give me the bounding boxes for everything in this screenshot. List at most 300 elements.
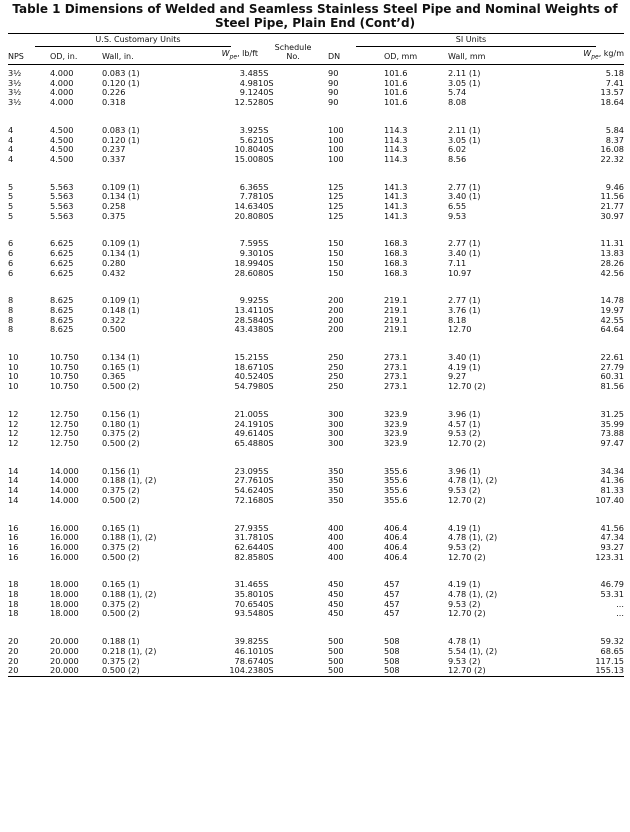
od-in-cell: 12.750 xyxy=(50,408,79,419)
od-mm-cell: 168.3 xyxy=(384,238,408,249)
schedule-cell: 40S xyxy=(258,655,274,666)
table-title xyxy=(0,0,630,30)
group-spacer xyxy=(8,506,624,524)
schedule-cell: 5S xyxy=(258,124,269,135)
wall-mm-cell: 3.40 (1) xyxy=(448,352,481,363)
wall-in-cell: 0.083 (1) xyxy=(102,124,140,135)
nps-cell: 18 xyxy=(8,608,19,619)
wpe-kgm-cell: 53.31 xyxy=(600,589,624,600)
wall-in-cell: 0.318 xyxy=(102,97,126,108)
wpe-lbft-cell: 7.59 xyxy=(239,238,258,249)
wpe-kgm-cell: 81.56 xyxy=(600,381,624,392)
wpe-lbft-cell: 27.76 xyxy=(234,475,258,486)
schedule-cell: 10S xyxy=(258,248,274,259)
od-mm-cell: 219.1 xyxy=(384,295,408,306)
wpe-lbft-header: $W_{pe}$, lb/ft xyxy=(221,48,258,61)
wall-mm-cell: 12.70 (2) xyxy=(448,551,486,562)
nps-cell: 12 xyxy=(8,418,19,429)
wall-in-cell: 0.500 (2) xyxy=(102,608,140,619)
wall-in-cell: 0.432 xyxy=(102,267,126,278)
od-mm-cell: 406.4 xyxy=(384,541,408,552)
od-in-cell: 16.000 xyxy=(50,532,79,543)
wpe-kgm-cell: 59.32 xyxy=(600,636,624,647)
od-in-cell: 4.500 xyxy=(50,144,74,155)
schedule-cell: 80S xyxy=(258,210,274,221)
wall-mm-cell: 7.11 xyxy=(448,257,467,268)
od-mm-cell: 355.6 xyxy=(384,494,408,505)
od-mm-cell: 141.3 xyxy=(384,210,408,221)
wall-in-cell: 0.109 (1) xyxy=(102,295,140,306)
od-mm-cell: 457 xyxy=(384,608,400,619)
wpe-kgm-cell: 5.18 xyxy=(605,68,624,78)
od-in-cell: 10.750 xyxy=(50,361,79,372)
od-in-cell: 8.625 xyxy=(50,314,74,325)
schedule-cell: 80S xyxy=(258,324,274,335)
wall-in-cell: 0.165 (1) xyxy=(102,522,140,533)
nps-cell: 5 xyxy=(8,201,14,212)
wall-in-cell: 0.109 (1) xyxy=(102,238,140,249)
od-in-cell: 4.000 xyxy=(50,87,74,98)
schedule-cell: 10S xyxy=(258,134,274,145)
schedule-cell: 80S xyxy=(258,494,274,505)
wall-mm-cell: 3.96 (1) xyxy=(448,408,481,419)
schedule-cell: 80S xyxy=(258,381,274,392)
nps-cell: 18 xyxy=(8,579,19,590)
schedule-cell: 40S xyxy=(258,144,274,155)
schedule-cell: 10S xyxy=(258,77,274,88)
wpe-kgm-cell: 30.97 xyxy=(600,210,624,221)
od-in-cell: 4.000 xyxy=(50,68,74,78)
schedule-cell: 5S xyxy=(258,181,269,192)
wpe-kgm-cell: 5.84 xyxy=(605,124,624,135)
wpe-lbft-cell: 28.60 xyxy=(234,267,258,278)
table-row xyxy=(8,647,624,657)
table-row xyxy=(8,88,624,98)
nps-cell: 12 xyxy=(8,437,19,448)
dn-cell: 350 xyxy=(328,494,344,505)
table-row xyxy=(8,543,624,553)
dn-cell: 300 xyxy=(328,428,344,439)
dn-cell: 250 xyxy=(328,371,344,382)
wall-mm-cell: 3.40 (1) xyxy=(448,248,481,259)
schedule-cell: 10S xyxy=(258,589,274,600)
wall-mm-cell: 3.76 (1) xyxy=(448,304,481,315)
schedule-cell: 5S xyxy=(258,238,269,249)
od-in-cell: 5.563 xyxy=(50,191,74,202)
dn-cell: 90 xyxy=(328,97,339,108)
table-row xyxy=(8,486,624,496)
wall-in-cell: 0.188 (1) xyxy=(102,636,140,647)
nps-cell: 16 xyxy=(8,522,19,533)
nps-cell: 6 xyxy=(8,257,14,268)
od-mm-cell: 457 xyxy=(384,589,400,600)
wpe-kgm-cell: 41.36 xyxy=(600,475,624,486)
dn-cell: 500 xyxy=(328,655,344,666)
schedule-cell: 40S xyxy=(258,541,274,552)
dn-cell: 200 xyxy=(328,295,344,306)
dn-cell: 125 xyxy=(328,191,344,202)
wall-mm-cell: 8.18 xyxy=(448,314,467,325)
schedule-cell: 80S xyxy=(258,267,274,278)
od-mm-cell: 101.6 xyxy=(384,68,408,78)
wall-in-cell: 0.120 (1) xyxy=(102,134,140,145)
schedule-cell: 80S xyxy=(258,437,274,448)
od-mm-cell: 406.4 xyxy=(384,532,408,543)
dimensions-table xyxy=(8,33,624,677)
nps-cell: 3½ xyxy=(8,87,22,98)
nps-cell: 4 xyxy=(8,144,14,155)
nps-cell: 5 xyxy=(8,191,14,202)
table-row xyxy=(8,98,624,108)
dn-cell: 350 xyxy=(328,465,344,476)
od-in-cell: 6.625 xyxy=(50,248,74,259)
wpe-kgm-cell: 7.41 xyxy=(605,77,624,88)
od-in-cell: 20.000 xyxy=(50,636,79,647)
si-units-header xyxy=(328,34,624,48)
dn-cell: 100 xyxy=(328,153,344,164)
dn-cell: 500 xyxy=(328,665,344,676)
wpe-kgm-cell: 123.31 xyxy=(595,551,624,562)
wpe-lbft-cell: 10.80 xyxy=(234,144,258,155)
dn-cell: 400 xyxy=(328,551,344,562)
wall-mm-header: Wall, mm xyxy=(448,52,486,62)
nps-cell: 6 xyxy=(8,267,14,278)
wpe-kgm-cell: 97.47 xyxy=(600,437,624,448)
nps-cell: 6 xyxy=(8,248,14,259)
dn-cell: 300 xyxy=(328,408,344,419)
wall-mm-cell: 2.77 (1) xyxy=(448,181,481,192)
od-in-cell: 6.625 xyxy=(50,238,74,249)
schedule-cell: 40S xyxy=(258,257,274,268)
wpe-lbft-cell: 28.58 xyxy=(234,314,258,325)
dn-cell: 450 xyxy=(328,589,344,600)
od-mm-cell: 114.3 xyxy=(384,144,408,155)
dn-cell: 450 xyxy=(328,608,344,619)
od-mm-cell: 323.9 xyxy=(384,418,408,429)
wall-mm-cell: 3.05 (1) xyxy=(448,134,481,145)
table-row xyxy=(8,657,624,667)
wall-in-cell: 0.188 (1), (2) xyxy=(102,475,157,486)
wall-mm-cell: 5.74 xyxy=(448,87,467,98)
dn-cell: 450 xyxy=(328,579,344,590)
wall-in-cell: 0.083 (1) xyxy=(102,68,140,78)
od-mm-cell: 406.4 xyxy=(384,522,408,533)
dn-cell: 90 xyxy=(328,68,339,78)
od-in-cell: 10.750 xyxy=(50,371,79,382)
wall-mm-cell: 12.70 (2) xyxy=(448,437,486,448)
table-row xyxy=(8,372,624,382)
nps-cell: 18 xyxy=(8,598,19,609)
table-row xyxy=(8,259,624,269)
group-spacer xyxy=(8,335,624,353)
wpe-kgm-cell: 13.83 xyxy=(600,248,624,259)
wall-in-cell: 0.156 (1) xyxy=(102,408,140,419)
wpe-lbft-cell: 23.09 xyxy=(234,465,258,476)
od-in-cell: 16.000 xyxy=(50,522,79,533)
dn-cell: 200 xyxy=(328,324,344,335)
wpe-kgm-cell: 41.56 xyxy=(600,522,624,533)
wpe-lbft-cell: 3.48 xyxy=(239,68,258,78)
nps-cell: 8 xyxy=(8,314,14,325)
od-in-header: OD, in. xyxy=(50,52,78,62)
wall-in-header: Wall, in. xyxy=(102,52,134,62)
dn-cell: 150 xyxy=(328,257,344,268)
dn-cell: 400 xyxy=(328,541,344,552)
schedule-cell: 10S xyxy=(258,304,274,315)
table-row xyxy=(8,637,624,647)
table-title-line-1: Table 1 Dimensions of Welded and Seamless Stainless Steel Pipe and Nominal Weights of xyxy=(12,2,618,16)
us-units-header xyxy=(8,34,258,48)
wpe-lbft-cell: 31.46 xyxy=(234,579,258,590)
wpe-lbft-cell: 43.43 xyxy=(234,324,258,335)
wpe-lbft-cell: 49.61 xyxy=(234,428,258,439)
wpe-kgm-cell: 19.97 xyxy=(600,304,624,315)
table-row xyxy=(8,666,624,676)
wall-mm-cell: 2.77 (1) xyxy=(448,295,481,306)
table-row xyxy=(8,429,624,439)
dn-cell: 300 xyxy=(328,418,344,429)
dn-cell: 200 xyxy=(328,304,344,315)
od-in-cell: 20.000 xyxy=(50,665,79,676)
od-mm-cell: 219.1 xyxy=(384,314,408,325)
wpe-kgm-cell: ... xyxy=(616,598,624,609)
wpe-lbft-cell: 62.64 xyxy=(234,541,258,552)
wall-in-cell: 0.375 (2) xyxy=(102,485,140,496)
od-mm-cell: 457 xyxy=(384,579,400,590)
od-mm-cell: 355.6 xyxy=(384,485,408,496)
schedule-cell: 40S xyxy=(258,87,274,98)
nps-cell: 12 xyxy=(8,428,19,439)
od-mm-cell: 101.6 xyxy=(384,87,408,98)
wall-in-cell: 0.226 xyxy=(102,87,126,98)
od-in-cell: 14.000 xyxy=(50,475,79,486)
wall-in-cell: 0.375 (2) xyxy=(102,541,140,552)
nps-cell: 14 xyxy=(8,485,19,496)
wpe-lbft-cell: 27.93 xyxy=(234,522,258,533)
dn-cell: 300 xyxy=(328,437,344,448)
wpe-kgm-cell: 73.88 xyxy=(600,428,624,439)
schedule-cell: 40S xyxy=(258,485,274,496)
wall-mm-cell: 6.55 xyxy=(448,201,467,212)
wall-in-cell: 0.134 (1) xyxy=(102,191,140,202)
od-mm-cell: 508 xyxy=(384,665,400,676)
dn-cell: 150 xyxy=(328,267,344,278)
od-in-cell: 5.563 xyxy=(50,201,74,212)
wpe-lbft-cell: 6.36 xyxy=(239,181,258,192)
od-in-cell: 4.500 xyxy=(50,124,74,135)
wall-mm-cell: 4.19 (1) xyxy=(448,361,481,372)
wall-in-cell: 0.500 (2) xyxy=(102,437,140,448)
od-mm-cell: 141.3 xyxy=(384,191,408,202)
group-spacer xyxy=(8,221,624,239)
wpe-kgm-cell: ... xyxy=(616,608,624,619)
wpe-kgm-cell: 35.99 xyxy=(600,418,624,429)
table-row xyxy=(8,212,624,222)
nps-cell: 3½ xyxy=(8,68,22,78)
schedule-label: Schedule xyxy=(274,42,312,52)
wall-in-cell: 0.134 (1) xyxy=(102,248,140,259)
wpe-lbft-cell: 4.98 xyxy=(239,77,258,88)
wall-mm-cell: 4.78 (1), (2) xyxy=(448,532,498,543)
table-row xyxy=(8,410,624,420)
table-row xyxy=(8,136,624,146)
schedule-cell: 5S xyxy=(258,579,269,590)
table-row xyxy=(8,553,624,563)
wall-mm-cell: 12.70 (2) xyxy=(448,665,486,676)
table-row xyxy=(8,296,624,306)
wpe-kgm-cell: 13.57 xyxy=(600,87,624,98)
wpe-lbft-cell: 15.21 xyxy=(234,352,258,363)
od-in-cell: 16.000 xyxy=(50,551,79,562)
od-mm-cell: 101.6 xyxy=(384,97,408,108)
group-spacer xyxy=(8,165,624,183)
wpe-kgm-cell: 155.13 xyxy=(595,665,624,676)
nps-cell: 20 xyxy=(8,665,19,676)
wall-mm-cell: 2.11 (1) xyxy=(448,124,481,135)
table-row xyxy=(8,439,624,449)
schedule-cell: 10S xyxy=(258,645,274,656)
group-spacer xyxy=(8,392,624,410)
wpe-lbft-cell: 35.80 xyxy=(234,589,258,600)
wpe-kgm-cell: 27.79 xyxy=(600,361,624,372)
wpe-lbft-cell: 24.19 xyxy=(234,418,258,429)
wpe-lbft-cell: 9.12 xyxy=(239,87,258,98)
od-mm-cell: 114.3 xyxy=(384,124,408,135)
wpe-kgm-cell: 34.34 xyxy=(600,465,624,476)
od-mm-cell: 219.1 xyxy=(384,324,408,335)
od-in-cell: 10.750 xyxy=(50,352,79,363)
wpe-kgm-cell: 16.08 xyxy=(600,144,624,155)
dn-cell: 400 xyxy=(328,532,344,543)
wpe-lbft-cell: 18.67 xyxy=(234,361,258,372)
wall-mm-cell: 3.05 (1) xyxy=(448,77,481,88)
schedule-cell: 5S xyxy=(258,522,269,533)
dn-cell: 250 xyxy=(328,361,344,372)
table-row xyxy=(8,353,624,363)
wpe-kgm-cell: 18.64 xyxy=(600,97,624,108)
od-in-cell: 8.625 xyxy=(50,295,74,306)
od-in-cell: 5.563 xyxy=(50,181,74,192)
wall-in-cell: 0.237 xyxy=(102,144,126,155)
schedule-cell: 40S xyxy=(258,314,274,325)
nps-cell: 10 xyxy=(8,352,19,363)
dn-cell: 200 xyxy=(328,314,344,325)
dn-cell: 100 xyxy=(328,124,344,135)
od-mm-cell: 323.9 xyxy=(384,428,408,439)
nps-cell: 20 xyxy=(8,655,19,666)
dn-cell: 150 xyxy=(328,248,344,259)
dn-cell: 350 xyxy=(328,485,344,496)
wall-mm-cell: 8.08 xyxy=(448,97,467,108)
schedule-cell: 5S xyxy=(258,352,269,363)
nps-cell: 10 xyxy=(8,371,19,382)
wall-mm-cell: 4.19 (1) xyxy=(448,579,481,590)
wall-mm-cell: 12.70 (2) xyxy=(448,381,486,392)
wpe-lbft-cell: 46.10 xyxy=(234,645,258,656)
group-spacer xyxy=(8,562,624,580)
wpe-lbft-cell: 65.48 xyxy=(234,437,258,448)
wall-mm-cell: 9.53 (2) xyxy=(448,655,481,666)
dn-header: DN xyxy=(328,52,341,62)
wpe-kgm-cell: 14.78 xyxy=(600,295,624,306)
wpe-kgm-cell: 22.32 xyxy=(600,153,624,164)
wall-in-cell: 0.188 (1), (2) xyxy=(102,589,157,600)
table-row xyxy=(8,382,624,392)
od-in-cell: 4.000 xyxy=(50,97,74,108)
nps-cell: 4 xyxy=(8,134,14,145)
wall-in-cell: 0.375 (2) xyxy=(102,655,140,666)
wall-in-cell: 0.134 (1) xyxy=(102,352,140,363)
schedule-header xyxy=(258,34,328,65)
wall-mm-cell: 5.54 (1), (2) xyxy=(448,645,498,656)
dn-cell: 450 xyxy=(328,598,344,609)
table-row xyxy=(8,420,624,430)
schedule-cell: 40S xyxy=(258,201,274,212)
wpe-kgm-cell: 64.64 xyxy=(600,324,624,335)
nps-cell: 3½ xyxy=(8,97,22,108)
dn-cell: 400 xyxy=(328,522,344,533)
nps-header: NPS xyxy=(8,52,24,62)
table-row xyxy=(8,580,624,590)
od-mm-cell: 101.6 xyxy=(384,77,408,88)
nps-cell: 18 xyxy=(8,589,19,600)
wall-in-cell: 0.500 (2) xyxy=(102,665,140,676)
od-in-cell: 18.000 xyxy=(50,608,79,619)
od-in-cell: 10.750 xyxy=(50,381,79,392)
group-spacer xyxy=(8,619,624,637)
dn-cell: 125 xyxy=(328,210,344,221)
od-in-cell: 6.625 xyxy=(50,257,74,268)
wall-in-cell: 0.322 xyxy=(102,314,126,325)
wall-mm-cell: 12.70 (2) xyxy=(448,608,486,619)
wall-in-cell: 0.218 (1), (2) xyxy=(102,645,157,656)
wpe-kgm-cell: 68.65 xyxy=(600,645,624,656)
wpe-lbft-cell: 13.41 xyxy=(234,304,258,315)
table-row xyxy=(8,192,624,202)
nps-cell: 20 xyxy=(8,636,19,647)
dn-cell: 125 xyxy=(328,181,344,192)
table-row xyxy=(8,239,624,249)
schedule-no-label: No. xyxy=(286,52,300,62)
wall-in-cell: 0.280 xyxy=(102,257,126,268)
schedule-cell: 10S xyxy=(258,475,274,486)
od-mm-cell: 273.1 xyxy=(384,371,408,382)
dn-cell: 90 xyxy=(328,87,339,98)
wall-in-cell: 0.375 (2) xyxy=(102,428,140,439)
dn-cell: 90 xyxy=(328,77,339,88)
wpe-kgm-cell: 46.79 xyxy=(600,579,624,590)
wall-mm-cell: 9.27 xyxy=(448,371,467,382)
wall-in-cell: 0.375 xyxy=(102,210,126,221)
wall-mm-cell: 9.53 (2) xyxy=(448,485,481,496)
dn-cell: 500 xyxy=(328,645,344,656)
wall-mm-cell: 9.53 (2) xyxy=(448,428,481,439)
schedule-cell: 5S xyxy=(258,465,269,476)
od-mm-cell: 355.6 xyxy=(384,465,408,476)
nps-cell: 10 xyxy=(8,381,19,392)
table-row xyxy=(8,269,624,279)
wall-in-cell: 0.120 (1) xyxy=(102,77,140,88)
schedule-cell: 80S xyxy=(258,608,274,619)
wpe-kgm-cell: 47.34 xyxy=(600,532,624,543)
od-in-cell: 18.000 xyxy=(50,598,79,609)
od-mm-cell: 168.3 xyxy=(384,267,408,278)
si-units-label: SI Units xyxy=(356,35,596,47)
nps-cell: 14 xyxy=(8,494,19,505)
schedule-cell: 10S xyxy=(258,532,274,543)
od-mm-cell: 219.1 xyxy=(384,304,408,315)
group-spacer xyxy=(8,278,624,296)
